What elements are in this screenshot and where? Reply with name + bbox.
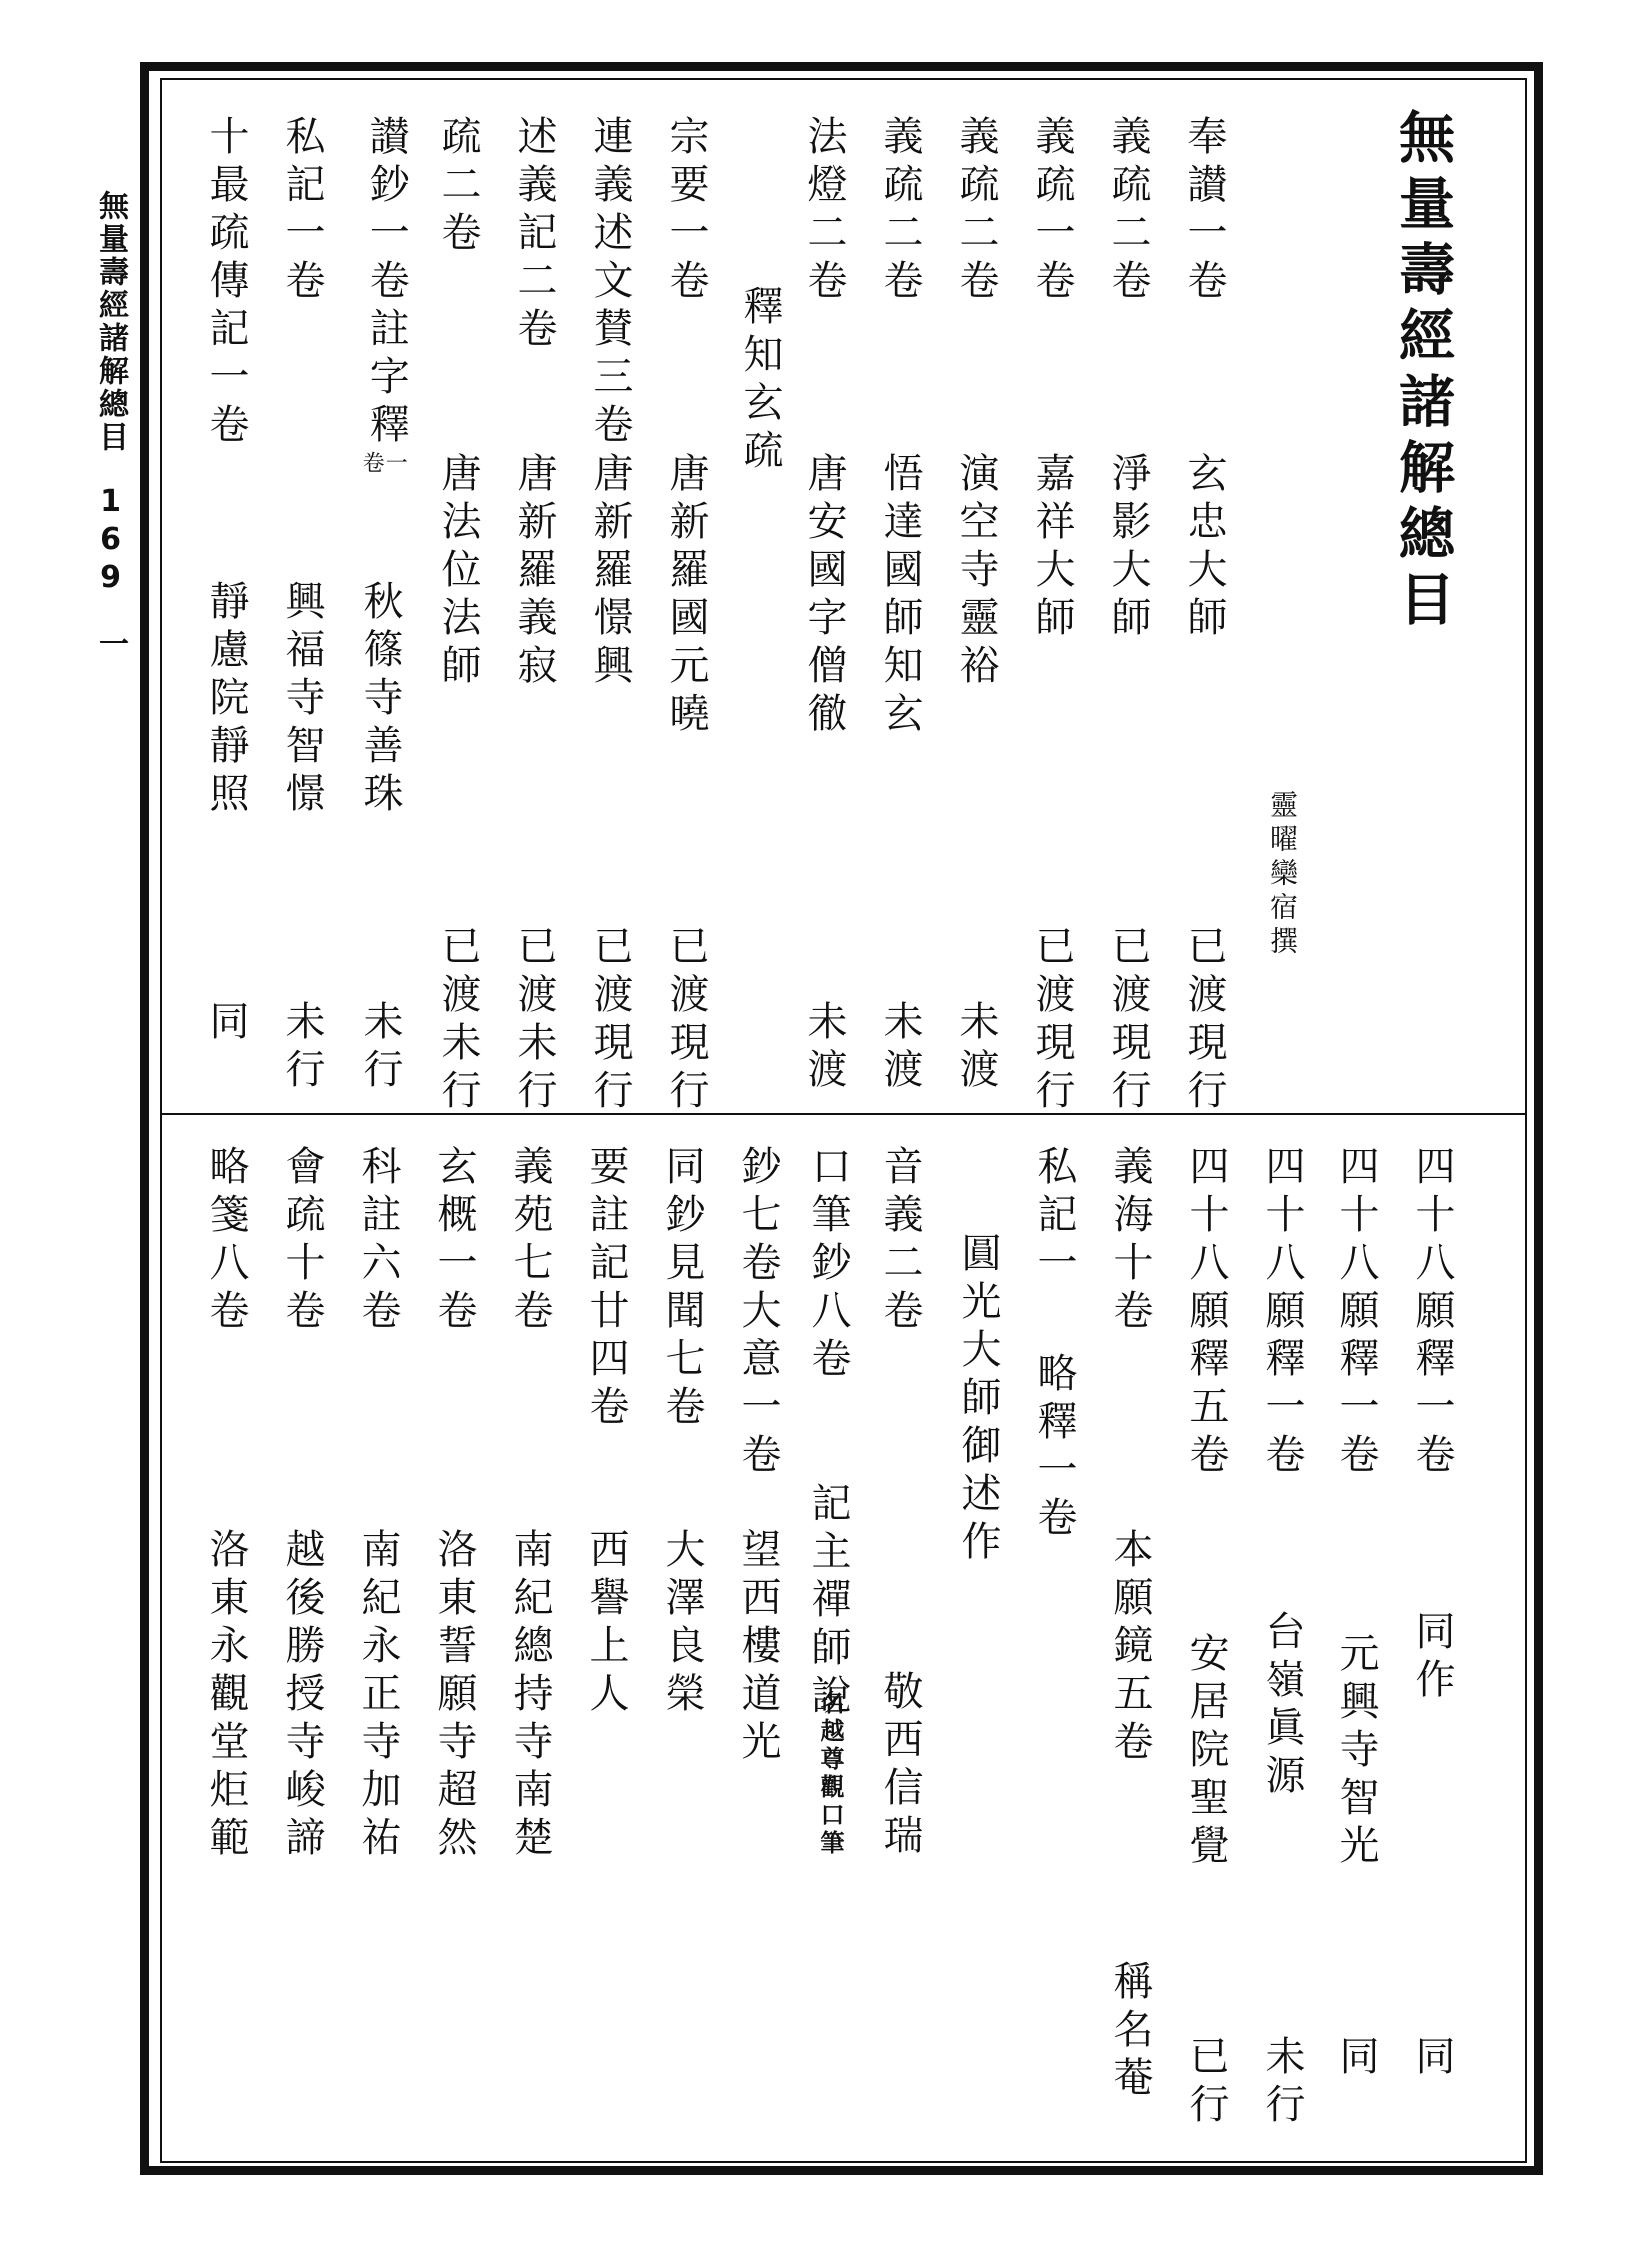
lower-work-5: 義海十卷 — [1107, 1145, 1153, 1337]
lower-author-12: 西譽上人 — [583, 1528, 629, 1720]
lower-author-4: 安居院聖覺 — [1183, 1632, 1229, 1872]
lower-work-11: 同鈔見聞七卷 — [659, 1145, 705, 1433]
upper-author-13: 興福寺智憬 — [279, 580, 325, 820]
lower-author-13: 南紀總持寺南楚 — [507, 1528, 553, 1864]
upper-author-10: 唐新羅義寂 — [511, 452, 557, 692]
upper-author-8: 唐新羅國元曉 — [663, 452, 709, 740]
lower-work-6: 私記一 — [1031, 1145, 1077, 1289]
upper-status-11: 已渡未行 — [435, 925, 481, 1117]
lower-work-8: 音義二卷 — [877, 1145, 923, 1337]
upper-work-1: 奉讃一卷 — [1181, 115, 1227, 307]
upper-work-10: 述義記二卷 — [511, 115, 557, 355]
upper-work-12 — [359, 115, 410, 475]
register-divider — [160, 1113, 1527, 1115]
lower-work-1: 四十八願釋一卷 — [1409, 1145, 1455, 1481]
upper-status-13: 未行 — [279, 1000, 325, 1096]
page-number: 169 — [93, 484, 128, 598]
upper-author-3: 嘉祥大師 — [1029, 452, 1075, 644]
upper-work-12-annotation — [360, 451, 406, 475]
lower-status-3: 未行 — [1259, 2035, 1305, 2131]
upper-work-13: 私記一卷 — [279, 115, 325, 307]
lower-status-2: 同 — [1333, 2035, 1379, 2083]
upper-author-14: 靜慮院靜照 — [203, 580, 249, 820]
upper-work-9: 連義述文賛三卷 — [587, 115, 633, 451]
lower-status-4: 已行 — [1183, 2035, 1229, 2131]
lower-note-9: 名越尊觀口筆 — [816, 1690, 845, 1858]
lower-status-5: 稱名菴 — [1107, 1960, 1153, 2104]
lower-work-2: 四十八願釋一卷 — [1333, 1145, 1379, 1481]
upper-author-12: 秋篠寺善珠 — [357, 580, 403, 820]
lower-work-3: 四十八願釋一卷 — [1259, 1145, 1305, 1481]
upper-author-6: 唐安國字僧徹 — [801, 452, 847, 740]
lower-author-9: 記主禪師說 — [805, 1482, 851, 1722]
lower-work-16: 會疏十卷 — [279, 1145, 325, 1337]
upper-status-12: 未行 — [357, 1000, 403, 1096]
upper-author-5: 悟達國師知玄 — [877, 452, 923, 740]
upper-status-1: 已渡現行 — [1181, 925, 1227, 1117]
lower-author-11: 大澤良榮 — [659, 1528, 705, 1720]
upper-work-14: 十最疏傳記一卷 — [203, 115, 249, 451]
lower-work-17: 略箋八卷 — [203, 1145, 249, 1337]
upper-author-9: 唐新羅憬興 — [587, 452, 633, 692]
lower-author-1: 同作 — [1409, 1610, 1455, 1706]
lower-work-14: 玄概一卷 — [431, 1145, 477, 1337]
upper-status-14: 同 — [203, 1000, 249, 1048]
folio-number: 一 — [93, 628, 128, 661]
upper-author-11: 唐法位法師 — [435, 452, 481, 692]
upper-status-5: 未渡 — [877, 1000, 923, 1096]
lower-author-10: 望西樓道光 — [735, 1528, 781, 1768]
lower-author-15: 南紀永正寺加祐 — [355, 1528, 401, 1864]
upper-status-8: 已渡現行 — [663, 925, 709, 1117]
lower-author-16: 越後勝授寺峻諦 — [279, 1528, 325, 1864]
lower-work-4: 四十八願釋五卷 — [1183, 1145, 1229, 1481]
upper-note-compiler: 靈曜欒宿撰 — [1266, 790, 1299, 960]
lower-subheading: 圓光大師御述作 — [955, 1232, 1001, 1568]
upper-work-11: 疏二卷 — [435, 115, 481, 259]
upper-work-4: 義疏二卷 — [953, 115, 999, 307]
upper-author-1: 玄忠大師 — [1181, 452, 1227, 644]
upper-author-2: 淨影大師 — [1105, 452, 1151, 644]
upper-work-3: 義疏一卷 — [1029, 115, 1075, 307]
lower-author-8: 敬西信瑞 — [877, 1670, 923, 1862]
upper-work-5: 義疏二卷 — [877, 115, 923, 307]
upper-work-8: 宗要一卷 — [663, 115, 709, 307]
lower-work-12: 要註記廿四卷 — [583, 1145, 629, 1433]
upper-status-4: 未渡 — [953, 1000, 999, 1096]
running-header-title: 無量壽經諸解總目 — [93, 190, 128, 454]
lower-author-5: 本願鏡五卷 — [1107, 1528, 1153, 1768]
annotation-a: 一 — [382, 451, 408, 475]
upper-status-9: 已渡現行 — [587, 925, 633, 1117]
lower-status-1: 同 — [1409, 2035, 1455, 2083]
upper-status-10: 已渡未行 — [511, 925, 557, 1117]
lower-author-14: 洛東誓願寺超然 — [431, 1528, 477, 1864]
running-header — [88, 190, 132, 661]
lower-work-9: 口筆鈔八卷 — [805, 1145, 851, 1385]
annotation-b: 卷 — [359, 451, 385, 475]
upper-subheading: 釋知玄疏 — [737, 285, 783, 477]
lower-work-10: 鈔七卷大意一卷 — [735, 1145, 781, 1481]
page-title: 無量壽經諸解總目 — [1390, 108, 1456, 636]
upper-status-6: 未渡 — [801, 1000, 847, 1096]
upper-work-12-text: 讃鈔一卷註字釋 — [363, 115, 410, 451]
lower-work-6-part2: 略釋一卷 — [1031, 1352, 1077, 1544]
upper-status-3: 已渡現行 — [1029, 925, 1075, 1117]
lower-work-13: 義苑七卷 — [507, 1145, 553, 1337]
lower-author-17: 洛東永觀堂炬範 — [203, 1528, 249, 1864]
upper-status-2: 已渡現行 — [1105, 925, 1151, 1117]
upper-work-6: 法燈二卷 — [801, 115, 847, 307]
lower-author-2: 元興寺智光 — [1333, 1632, 1379, 1872]
lower-work-15: 科註六卷 — [355, 1145, 401, 1337]
upper-author-4: 演空寺靈裕 — [953, 452, 999, 692]
upper-work-2: 義疏二卷 — [1105, 115, 1151, 307]
lower-author-3: 台嶺眞源 — [1259, 1610, 1305, 1802]
